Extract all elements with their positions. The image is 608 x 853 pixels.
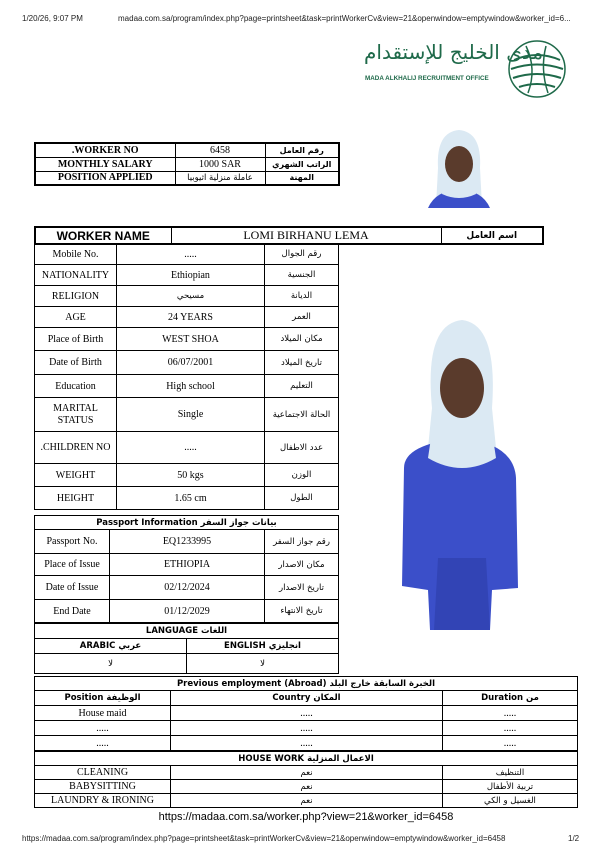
- detail-label: Place of Birth: [35, 328, 117, 351]
- housework-label-ar: الغسيل و الكي: [443, 794, 578, 808]
- detail-label-ar: الجنسية: [265, 265, 339, 286]
- detail-row: [35, 328, 339, 351]
- detail-value: مسيحي: [117, 286, 265, 307]
- detail-row: [35, 487, 339, 510]
- employment-title: Previous employment (Abroad) الخبرة السابقة خارج البلد: [35, 677, 578, 691]
- housework-row: [35, 794, 578, 808]
- employment-header-country: Country المكان: [171, 691, 443, 706]
- passport-row: [35, 554, 339, 576]
- logo-arabic-name: مدى الخليج للإستقدام: [364, 40, 544, 64]
- language-table: [34, 623, 339, 674]
- worker-name-value: LOMI BIRHANU LEMA: [171, 227, 441, 244]
- detail-value: High school: [117, 375, 265, 398]
- housework-value: نعم: [171, 766, 443, 780]
- passport-label: Place of Issue: [35, 554, 110, 576]
- worker-name-label: WORKER NAME: [35, 227, 171, 244]
- detail-value: 50 kgs: [117, 464, 265, 487]
- print-url-top: madaa.com.sa/program/index.php?page=printsheet&task=printWorkerCv&view=21&openwindow=emptywindow&worker_id=6...: [118, 14, 571, 23]
- worker-photo-large: [394, 318, 520, 630]
- passport-label-ar: رقم جواز السفر: [265, 530, 339, 554]
- language-title: LANGUAGE اللغات: [35, 624, 339, 639]
- print-page-number: 1/2: [568, 834, 580, 843]
- summary-label: POSITION APPLIED: [35, 171, 175, 185]
- detail-label-ar: الوزن: [265, 464, 339, 487]
- housework-label: LAUNDRY & IRONING: [35, 794, 171, 808]
- employment-position: .....: [35, 736, 171, 751]
- summary-label: .WORKER NO: [35, 143, 175, 157]
- detail-label-ar: الطول: [265, 487, 339, 510]
- passport-row: [35, 530, 339, 554]
- detail-row: [35, 432, 339, 464]
- housework-value: نعم: [171, 794, 443, 808]
- employment-country: .....: [171, 706, 443, 721]
- summary-value: 6458: [175, 143, 265, 157]
- detail-row: [35, 351, 339, 375]
- passport-label: Passport No.: [35, 530, 110, 554]
- detail-value: WEST SHOA: [117, 328, 265, 351]
- employment-header-duration: Duration من: [443, 691, 578, 706]
- passport-value: 02/12/2024: [110, 576, 265, 600]
- detail-label: HEIGHT: [35, 487, 117, 510]
- detail-label-ar: الحالة الاجتماعية: [265, 398, 339, 432]
- logo-globe-icon: [506, 38, 568, 100]
- personal-details-table: [34, 243, 339, 510]
- detail-label: WEIGHT: [35, 464, 117, 487]
- detail-value: Ethiopian: [117, 265, 265, 286]
- passport-row: [35, 600, 339, 623]
- detail-label-ar: رقم الجوال: [265, 244, 339, 265]
- passport-title: Passport Information بيانات جواز السفر: [35, 516, 339, 530]
- detail-value: 06/07/2001: [117, 351, 265, 375]
- language-arabic-label: ARABIC عربي: [35, 639, 187, 654]
- detail-label: Date of Birth: [35, 351, 117, 375]
- employment-position: House maid: [35, 706, 171, 721]
- detail-label-ar: عدد الاطفال: [265, 432, 339, 464]
- detail-label: NATIONALITY: [35, 265, 117, 286]
- employment-country: .....: [171, 721, 443, 736]
- passport-value: ETHIOPIA: [110, 554, 265, 576]
- housework-clip: [34, 751, 578, 808]
- detail-label: MARITAL STATUS: [35, 398, 117, 432]
- housework-row: [35, 780, 578, 794]
- employment-row: [35, 706, 578, 721]
- housework-value: نعم: [171, 780, 443, 794]
- language-english-label: ENGLISH انجليزي: [187, 639, 339, 654]
- summary-row: [35, 143, 339, 157]
- detail-row: [35, 265, 339, 286]
- employment-duration: .....: [443, 706, 578, 721]
- summary-label: MONTHLY SALARY: [35, 157, 175, 171]
- detail-label-ar: مكان الميلاد: [265, 328, 339, 351]
- language-english-value: لا: [187, 654, 339, 674]
- detail-label: AGE: [35, 307, 117, 328]
- summary-label-ar: رقم العامل: [265, 143, 339, 157]
- employment-duration: .....: [443, 721, 578, 736]
- employment-row: [35, 721, 578, 736]
- detail-row: [35, 286, 339, 307]
- summary-row: [35, 171, 339, 185]
- employment-duration: .....: [443, 736, 578, 751]
- passport-value: EQ1233995: [110, 530, 265, 554]
- passport-label-ar: مكان الاصدار: [265, 554, 339, 576]
- detail-label-ar: تاريخ الميلاد: [265, 351, 339, 375]
- summary-table: [34, 142, 340, 186]
- summary-label-ar: المهنة: [265, 171, 339, 185]
- detail-value: .....: [117, 244, 265, 265]
- worker-photo-small: [416, 128, 502, 208]
- housework-row: [35, 766, 578, 780]
- employment-header-position: Position الوظيفة: [35, 691, 171, 706]
- detail-label: RELIGION: [35, 286, 117, 307]
- detail-label-ar: العمر: [265, 307, 339, 328]
- passport-value: 01/12/2029: [110, 600, 265, 623]
- passport-label-ar: تاريخ الانتهاء: [265, 600, 339, 623]
- detail-value: Single: [117, 398, 265, 432]
- summary-label-ar: الراتب الشهري: [265, 157, 339, 171]
- passport-row: [35, 576, 339, 600]
- detail-value: 1.65 cm: [117, 487, 265, 510]
- housework-label-ar: التنظيف: [443, 766, 578, 780]
- detail-row: [35, 244, 339, 265]
- passport-label: Date of Issue: [35, 576, 110, 600]
- detail-row: [35, 464, 339, 487]
- housework-label: BABYSITTING: [35, 780, 171, 794]
- detail-label: Mobile No.: [35, 244, 117, 265]
- detail-row: [35, 307, 339, 328]
- detail-value: .....: [117, 432, 265, 464]
- housework-title: HOUSE WORK الاعمال المنزلية: [35, 752, 578, 766]
- worker-profile-link[interactable]: https://madaa.com.sa/worker.php?view=21&worker_id=6458: [34, 808, 578, 826]
- employment-country: .....: [171, 736, 443, 751]
- detail-row: [35, 375, 339, 398]
- employment-row: [35, 736, 578, 751]
- housework-label-ar: تربية الأطفال: [443, 780, 578, 794]
- summary-value: 1000 SAR: [175, 157, 265, 171]
- language-arabic-value: لا: [35, 654, 187, 674]
- summary-value: عاملة منزلية اثيوبيا: [175, 171, 265, 185]
- passport-table: [34, 515, 339, 623]
- print-url-bottom: https://madaa.com.sa/program/index.php?page=printsheet&task=printWorkerCv&view=21&openwindow=emptywindow&worker_id=6458: [22, 834, 506, 843]
- worker-name-label-ar: اسم العامل: [441, 227, 543, 244]
- detail-label: .CHILDREN NO: [35, 432, 117, 464]
- logo-english-name: MADA ALKHALIJ RECRUITMENT OFFICE: [365, 75, 489, 82]
- housework-label: CLEANING: [35, 766, 171, 780]
- employment-table: [34, 676, 578, 751]
- detail-label-ar: التعليم: [265, 375, 339, 398]
- detail-value: 24 YEARS: [117, 307, 265, 328]
- detail-label: Education: [35, 375, 117, 398]
- detail-row: [35, 398, 339, 432]
- print-datetime: 1/20/26, 9:07 PM: [22, 14, 83, 23]
- summary-row: [35, 157, 339, 171]
- detail-label-ar: الديانة: [265, 286, 339, 307]
- passport-label: End Date: [35, 600, 110, 623]
- passport-label-ar: تاريخ الاصدار: [265, 576, 339, 600]
- employment-position: .....: [35, 721, 171, 736]
